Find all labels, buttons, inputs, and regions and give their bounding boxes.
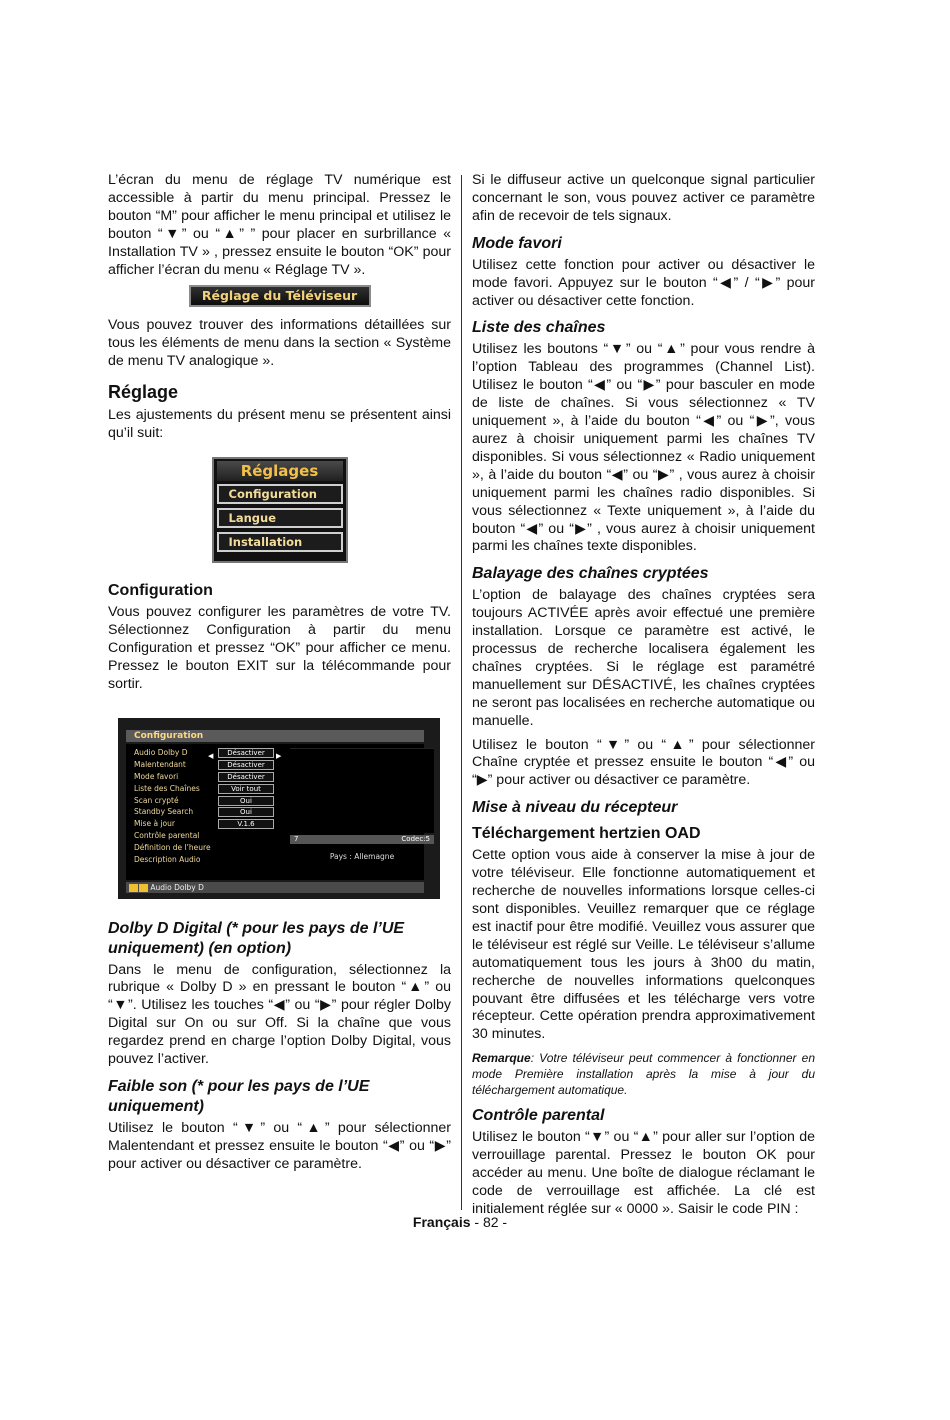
remark-label: Remarque — [472, 1051, 531, 1066]
oad-heading: Téléchargement hertzien OAD — [472, 825, 701, 843]
dolby-paragraph: Dans le menu de configuration, sélectionnez la rubrique « Dolby D » en pressant le bouton “▲” ou “▼”. Utilisez les touches “◀” ou “▶” pour régler Dolby Digital sur On ou sur Off. Si la chaîne que vous regardez prend en charge l’option Dolby Digital, vous pouvez l’activer. — [108, 961, 451, 1068]
screen-row-label: Malentendant — [134, 759, 186, 769]
footer-hint: Audio Dolby D — [150, 882, 204, 892]
balayage-paragraph-2: Utilisez le bouton “▼” ou “▲” pour sélectionner Chaîne cryptée et pressez ensuite le bouton “◀” ou “▶” pour activer ou désactiver ce paramètre. — [472, 736, 815, 789]
settings-menu-title: Réglages — [217, 461, 343, 481]
screen-row-value: Désactiver — [218, 760, 274, 770]
controle-parental-paragraph: Utilisez le bouton “▼” ou “▲” pour aller sur l’option de verrouillage parental. Pressez le bouton OK pour accéder au menu. Une boîte de dialogue réclamant le code de verrouillage est affichée. La clé est initialement réglée sur « 0000 ». Saisir le code PIN : — [472, 1129, 815, 1217]
navigation-arrows-icon — [139, 884, 148, 892]
mode-favori-paragraph: Utilisez cette fonction pour activer ou désactiver le mode favori. Appuyez sur le bouton “◀” / “▶” pour activer ou désactiver cette fonction. — [472, 256, 815, 309]
screen-row-label: Mode favori — [134, 771, 179, 781]
menu-item-configuration: Configuration — [217, 484, 343, 504]
screen-row-value: Voir tout — [218, 784, 274, 794]
screen-row-value: Oui — [218, 807, 274, 817]
liste-chaines-paragraph: Utilisez les boutons “▼” ou “▲” pour vous rendre à l’option Tableau des programmes (Channel List). Utilisez le bouton “◀” ou “▶” pour basculer en mode de liste de chaînes. Si vous sélectionnez « TV uniquement », à l’aide du bouton “◀” ou “▶”, vous aurez à choisir uniquement parmi les chaînes TV disponibles. Si vous sélectionnez « Radio uniquement », à l’aide du bouton “◀” ou “▶” , vous aurez à choisir uniquement parmi les chaînes radio disponibles. Si vous sélectionnez « Texte uniquement », à l’aide du bouton “◀” ou “▶” , vous aurez à choisir uniquement parmi les chaînes texte disponibles. — [472, 341, 815, 555]
faible-son-paragraph: Utilisez le bouton “▼” ou “▲” pour sélectionner Malentendant et pressez ensuite le bouton “◀” ou “▶” pour activer ou désactiver ce paramètre. — [108, 1119, 451, 1172]
screen-body — [126, 744, 430, 880]
codec-label: Codec:5 — [401, 834, 430, 843]
menu-item-langue: Langue — [217, 508, 343, 528]
screen-row-value: Oui — [218, 796, 274, 806]
dolby-heading: Dolby D Digital (* pour les pays de l’UE uniquement) (en option) — [108, 919, 405, 957]
screen-row-value: V.1.6 — [218, 819, 274, 829]
screen-row-label: Audio Dolby D — [134, 747, 188, 757]
screen-row-label: Description Audio — [134, 854, 201, 864]
country-label: Pays : Allemagne — [329, 851, 395, 861]
intro-paragraph: L’écran du menu de réglage TV numérique est accessible à partir du menu principal. Pressez le bouton “M” pour afficher le menu principal et utilisez le bouton “▼” ou “▲” ” pour placer en surbrillance « Installation TV » , pressez ensuite le bouton “OK” pour afficher l’écran du menu « Réglage TV ». — [108, 172, 451, 278]
configuration-paragraph: Vous pouvez configurer les paramètres de votre TV. Sélectionnez Configuration à partir du menu Configuration et pressez “OK” pour afficher ce menu. Pressez le bouton EXIT sur la télécommande pour sortir. — [108, 603, 451, 692]
screen-row-label: Contrôle parental — [134, 830, 200, 840]
info-paragraph: Vous pouvez trouver des informations détaillées sur tous les éléments de menu dans la section « Système de menu TV analogique ». — [108, 317, 451, 370]
menu-item-installation: Installation — [217, 532, 343, 552]
info-strip — [290, 835, 434, 844]
configuration-screen-image — [118, 718, 440, 899]
screen-row-label: Définition de l’heure — [134, 842, 211, 852]
settings-menu-image — [212, 457, 348, 563]
remark-note — [472, 1050, 815, 1098]
liste-chaines-heading: Liste des chaînes — [472, 319, 606, 337]
mise-a-niveau-heading: Mise à niveau du récepteur — [472, 799, 678, 817]
left-arrow-icon: ◀ — [208, 752, 214, 760]
reglage-heading: Réglage — [108, 382, 179, 403]
screen-row-label: Scan crypté — [134, 795, 179, 805]
screen-row-value: Désactiver — [218, 772, 274, 782]
screen-row-label: Mise à jour — [134, 818, 175, 828]
page-footer — [0, 1214, 920, 1230]
oad-paragraph: Cette option vous aide à conserver la mise à jour de votre téléviseur. Elle fonctionne automatiquement et recherche de nouvelles informations lorsque celles-ci sont disponibles. Veuillez remarquer que ce réglage est inactif pour être modifié. Veuillez vous assurer que le téléviseur est réglé sur Veille. Le téléviseur s’allume automatiquement tous les jours à 3h00 du matin, recherche de nouvelles informations quelconques pouvant être diffusées et les télécharge vers votre récepteur. Cette opération prendra approximativement 30 minutes. — [472, 847, 815, 1043]
navigation-arrows-icon — [129, 884, 138, 892]
remark-text: : Votre téléviseur peut commencer à fonctionner en mode Première installation après la mise à jour du téléchargement automatique. — [472, 1051, 815, 1098]
screen-footer — [126, 882, 424, 893]
reglage-paragraph: Les ajustements du présent menu se présentent ainsi qu’il suit: — [108, 407, 451, 442]
tv-setup-banner: Réglage du Téléviseur — [189, 285, 371, 307]
right-column — [472, 172, 815, 1225]
configuration-heading: Configuration — [108, 581, 213, 599]
signal-paragraph: Si le diffuseur active un quelconque signal particulier concernant le son, vous pouvez activer ce paramètre afin de recevoir de tels signaux. — [472, 172, 815, 224]
right-arrow-icon: ▶ — [276, 752, 282, 760]
footer-language: Français — [412, 1214, 471, 1230]
screen-row-label: Liste des Chaînes — [134, 783, 200, 793]
channel-number: 7 — [294, 834, 299, 843]
screen-row-value: Désactiver — [218, 748, 274, 758]
faible-son-heading: Faible son (* pour les pays de l’UE uniquement) — [108, 1077, 370, 1115]
video-preview — [290, 748, 434, 833]
controle-parental-heading: Contrôle parental — [472, 1107, 605, 1125]
screen-row-label: Standby Search — [134, 806, 194, 816]
column-divider — [461, 175, 462, 1210]
mode-favori-heading: Mode favori — [472, 234, 562, 252]
balayage-heading: Balayage des chaînes cryptées — [472, 565, 709, 583]
left-column — [108, 172, 451, 1180]
page-number: - 82 - — [474, 1214, 508, 1230]
balayage-paragraph-1: L’option de balayage des chaînes cryptées sera toujours ACTIVÉE après avoir effectué une première installation. Lorsque ce paramètre est activé, le processus de recherche localisera également les chaînes cryptées. Si le réglage est paramétré manuellement sur DÉSACTIVÉ, les chaînes cryptées ne seront pas localisées en recherche automatique ou manuelle. — [472, 587, 815, 729]
screen-header: Configuration — [126, 730, 424, 742]
